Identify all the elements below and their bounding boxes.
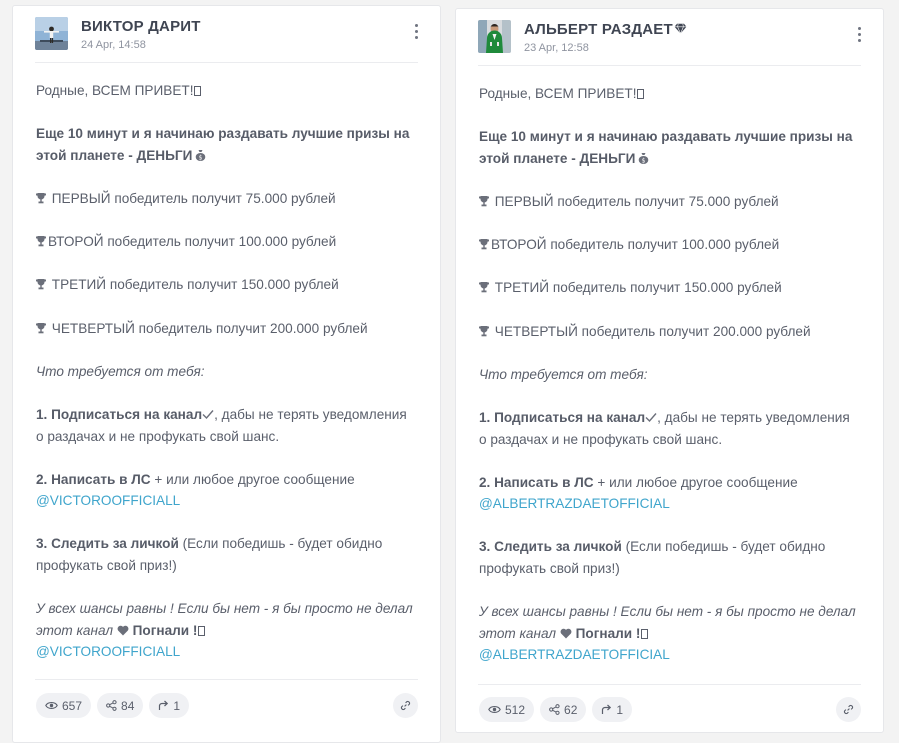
forwards-count: 1 xyxy=(616,702,624,717)
trophy-icon xyxy=(479,325,489,337)
gem-icon xyxy=(674,23,687,34)
footer-divider xyxy=(478,684,861,685)
step-1-title: 1. Подписаться на канал xyxy=(479,409,646,425)
channel-name[interactable] xyxy=(524,21,687,38)
step-3-title: 3. Следить за личкой xyxy=(36,536,179,552)
closing-bold-text: Погнали ! xyxy=(128,622,198,638)
post-date: 23 Apr, 12:58 xyxy=(524,42,589,54)
channel-name-text: АЛЬБЕРТ РАЗДАЕТ xyxy=(524,21,673,38)
check-mark-icon xyxy=(202,409,214,420)
step-2-title: 2. Написать в ЛС xyxy=(36,471,151,487)
post-text xyxy=(479,83,861,688)
channel-name[interactable]: ВИКТОР ДАРИТ xyxy=(81,18,201,35)
missing-glyph-icon xyxy=(194,86,201,96)
forward-icon xyxy=(158,700,169,711)
greeting-text: Родные, ВСЕМ ПРИВЕТ! xyxy=(36,83,194,98)
step-1-text: , дабы не терять уведомления о раздачах и не профукать свой шанс. xyxy=(479,409,850,447)
prize-2-text: ВТОРОЙ победитель получит 100.000 рублей xyxy=(48,234,337,250)
prize-3-text: ТРЕТИЙ победитель получит 150.000 рублей xyxy=(51,277,339,293)
announce-text: Еще 10 минут и я начинаю раздавать лучшие призы на этой планете - ДЕНЬГИ xyxy=(479,129,853,166)
post-header xyxy=(478,19,861,66)
mention-link[interactable]: @ALBERTRAZDAETOFFICIAL xyxy=(479,496,670,512)
prize-3-text: ТРЕТИЙ победитель получит 150.000 рублей xyxy=(494,280,782,296)
step-3-text: (Если победишь - будет обидно профукать свой приз!) xyxy=(36,536,383,574)
step-1-title: 1. Подписаться на канал xyxy=(36,406,203,422)
channel-avatar[interactable] xyxy=(35,17,68,50)
trophy-icon xyxy=(36,278,46,290)
forwards-counter[interactable] xyxy=(149,693,189,718)
step-2-text: + или любое другое сообщение xyxy=(150,471,355,487)
share-icon xyxy=(549,704,560,715)
check-mark-icon xyxy=(645,412,657,423)
shares-counter[interactable] xyxy=(97,693,143,718)
share-icon xyxy=(106,700,117,711)
prize-1-text: ПЕРВЫЙ победитель получит 75.000 рублей xyxy=(494,193,779,209)
forwards-count: 1 xyxy=(173,698,181,713)
views-counter[interactable] xyxy=(36,693,91,718)
link-icon xyxy=(400,700,411,711)
step-2-text: + или любое другое сообщение xyxy=(593,474,798,490)
post-date: 24 Apr, 14:58 xyxy=(81,39,146,51)
post-footer xyxy=(479,697,861,723)
trophy-icon xyxy=(479,281,489,293)
money-bag-icon xyxy=(638,152,649,164)
prize-4-text: ЧЕТВЕРТЫЙ победитель получит 200.000 рублей xyxy=(51,320,368,336)
post-card xyxy=(12,5,441,743)
missing-glyph-icon xyxy=(198,626,205,636)
eye-icon xyxy=(45,701,58,710)
requirements-text: Что требуется от тебя: xyxy=(479,366,648,382)
greeting-text: Родные, ВСЕМ ПРИВЕТ! xyxy=(479,86,637,101)
announce-text: Еще 10 минут и я начинаю раздавать лучшие призы на этой планете - ДЕНЬГИ xyxy=(36,126,410,163)
mention-link[interactable]: @VICTOROOFFICIALL xyxy=(36,493,181,509)
closing-text: У всех шансы равны ! Если бы нет - я бы просто не делал этот канал xyxy=(36,601,413,638)
trophy-icon xyxy=(479,195,489,207)
trophy-icon xyxy=(36,322,46,334)
more-vertical-icon[interactable] xyxy=(854,27,864,47)
forwards-counter[interactable] xyxy=(592,697,632,722)
forward-icon xyxy=(601,704,612,715)
copy-link-button[interactable] xyxy=(393,693,418,718)
closing-bold-text: Погнали ! xyxy=(571,625,641,641)
post-footer xyxy=(36,693,418,719)
step-3-title: 3. Следить за личкой xyxy=(479,539,622,555)
footer-divider xyxy=(35,679,418,680)
mention-link[interactable]: @ALBERTRAZDAETOFFICIAL xyxy=(479,647,670,663)
heart-icon xyxy=(560,628,572,639)
step-2-title: 2. Написать в ЛС xyxy=(479,474,594,490)
trophy-icon xyxy=(479,238,489,250)
link-icon xyxy=(843,704,854,715)
channel-avatar[interactable] xyxy=(478,20,511,53)
views-count: 657 xyxy=(62,698,83,713)
svg-text:$: $ xyxy=(198,154,203,161)
shares-count: 62 xyxy=(564,702,578,717)
mention-link[interactable]: @VICTOROOFFICIALL xyxy=(36,644,181,660)
trophy-icon xyxy=(36,192,46,204)
post-text xyxy=(36,80,418,685)
trophy-icon xyxy=(36,235,46,247)
post-header xyxy=(35,16,418,63)
missing-glyph-icon xyxy=(641,629,648,639)
missing-glyph-icon xyxy=(637,89,644,99)
copy-link-button[interactable] xyxy=(836,697,861,722)
shares-counter[interactable] xyxy=(540,697,586,722)
requirements-text: Что требуется от тебя: xyxy=(36,363,205,379)
prize-1-text: ПЕРВЫЙ победитель получит 75.000 рублей xyxy=(51,190,336,206)
step-1-text: , дабы не терять уведомления о раздачах и не профукать свой шанс. xyxy=(36,406,407,444)
more-vertical-icon[interactable] xyxy=(411,24,421,44)
views-counter[interactable] xyxy=(479,697,534,722)
eye-icon xyxy=(488,705,501,714)
prize-4-text: ЧЕТВЕРТЫЙ победитель получит 200.000 рублей xyxy=(494,323,811,339)
svg-text:$: $ xyxy=(641,157,646,164)
step-3-text: (Если победишь - будет обидно профукать свой приз!) xyxy=(479,539,826,577)
views-count: 512 xyxy=(505,702,526,717)
shares-count: 84 xyxy=(121,698,135,713)
prize-2-text: ВТОРОЙ победитель получит 100.000 рублей xyxy=(491,237,780,253)
closing-text: У всех шансы равны ! Если бы нет - я бы просто не делал этот канал xyxy=(479,604,856,641)
money-bag-icon xyxy=(195,149,206,161)
post-card xyxy=(455,8,884,733)
heart-icon xyxy=(117,625,129,636)
